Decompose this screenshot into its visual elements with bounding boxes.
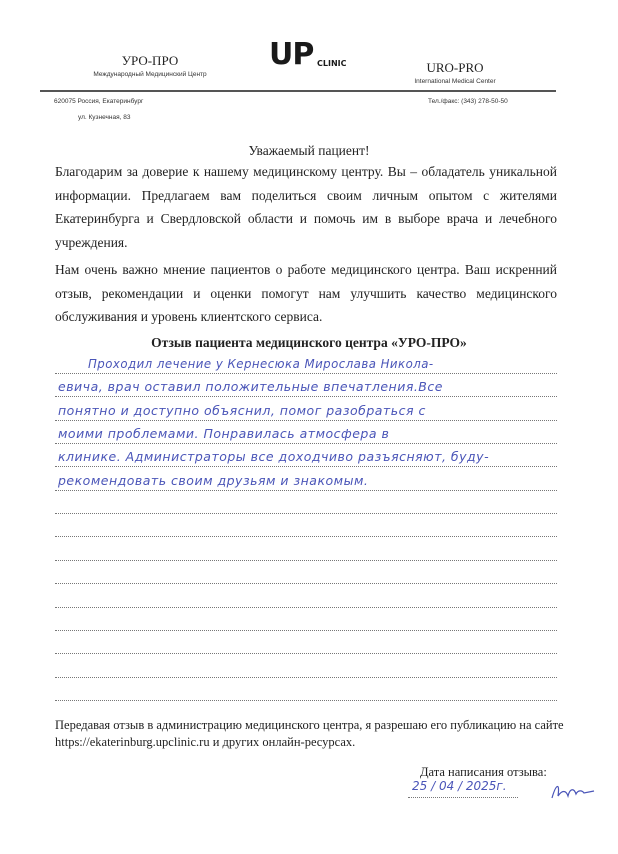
logo-clinic: CLINIC — [317, 59, 347, 68]
paragraph-2: Нам очень важно мнение пациентов о работе медицинского центра. Ваш искренний отзыв, рекомендации и оценки помогут нам улучшить качество медицинского обслуживания и уровень клиентского сервиса. — [55, 262, 557, 324]
paragraph-1: Благодарим за доверие к нашему медицинскому центру. Вы – обладатель уникальной информации. Предлагаем вам поделиться своим личным опытом с жителями Екатеринбурга и Свердловской области и помочь им в выборе врача и лечебного учреждения. — [55, 164, 557, 250]
handwritten-review-line: понятно и доступно объяснил, помог разобраться с — [58, 402, 426, 418]
logo-up: UP — [269, 37, 314, 72]
header-en-subtitle: International Medical Center — [414, 78, 496, 85]
review-dotted-line — [55, 513, 557, 514]
phone-fax: Тел./факс: (343) 278-50-50 — [428, 98, 508, 105]
handwritten-review-line: евича, врач оставил положительные впечатления.Все — [58, 379, 443, 395]
publication-consent: Передавая отзыв в администрацию медицинского центра, я разрешаю его публикацию на сайте https://ekaterinburg.upclinic.ru и других онлайн-ресурсах. — [55, 718, 564, 749]
review-dotted-line — [55, 700, 557, 701]
handwritten-review-line: рекомендовать своим друзьям и знакомым. — [58, 472, 369, 488]
review-dotted-line — [55, 396, 557, 397]
review-dotted-line — [55, 677, 557, 678]
review-dotted-line — [55, 373, 557, 374]
date-field-line — [408, 797, 518, 798]
header-ru-subtitle: Международный Медицинский Центр — [93, 71, 207, 78]
greeting: Уважаемый пациент! — [248, 143, 370, 158]
review-dotted-line — [55, 536, 557, 537]
review-dotted-line — [55, 443, 557, 444]
review-dotted-line — [55, 607, 557, 608]
handwritten-review-line: клинике. Администраторы все доходчиво разъясняют, буду- — [58, 449, 490, 465]
form-title: Отзыв пациента медицинского центра «УРО-ПРО» — [151, 335, 467, 350]
handwritten-review-line: моими проблемами. Понравилась атмосфера в — [58, 426, 390, 442]
header-ru-name: УРО-ПРО — [121, 53, 179, 68]
handwritten-review-line: Проходил лечение у Кернесюка Мирослава Никола- — [88, 356, 434, 371]
review-dotted-line — [55, 583, 557, 584]
address-line-2: ул. Кузнечная, 83 — [78, 114, 131, 121]
header-divider — [40, 90, 556, 92]
date-value: 25 / 04 / 2025г. — [412, 779, 507, 793]
signature-icon — [548, 780, 596, 802]
review-dotted-line — [55, 420, 557, 421]
review-dotted-line — [55, 490, 557, 491]
address-line-1: 620075 Россия, Екатеринбург — [54, 98, 144, 105]
review-dotted-line — [55, 560, 557, 561]
date-label: Дата написания отзыва: — [420, 765, 547, 779]
review-dotted-line — [55, 630, 557, 631]
review-dotted-line — [55, 466, 557, 467]
review-dotted-line — [55, 653, 557, 654]
header-en-name: URO-PRO — [426, 60, 484, 75]
